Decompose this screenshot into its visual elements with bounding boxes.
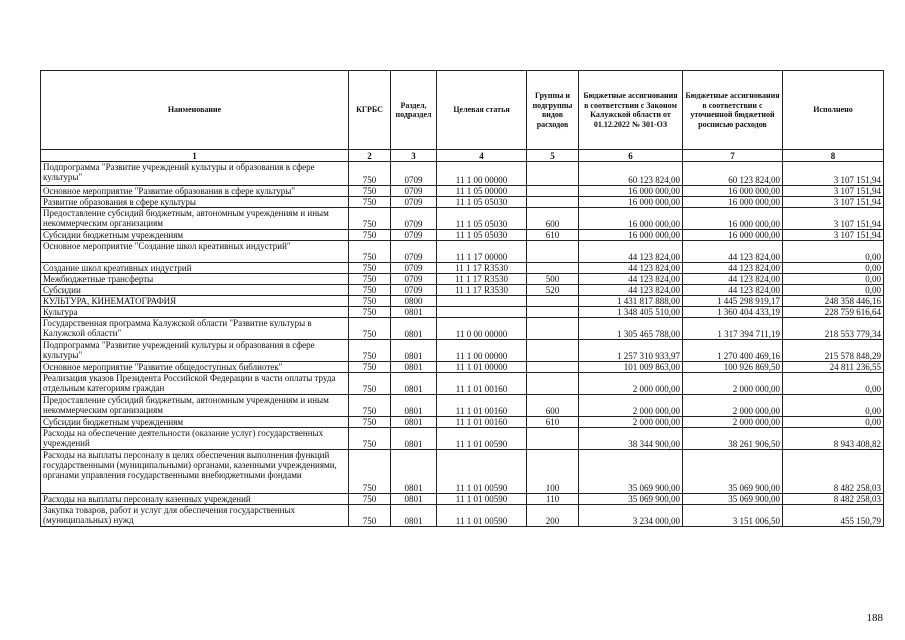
table-row [41, 450, 884, 494]
row-kgrbs: 750 [349, 373, 391, 395]
row-name: Субсидии бюджетным учреждениям [41, 417, 349, 428]
row-executed: 248 358 446,16 [783, 296, 884, 307]
row-executed: 0,00 [783, 241, 884, 263]
row-law-allocation: 38 344 900,00 [579, 428, 683, 450]
row-law-allocation: 101 009 863,00 [579, 362, 683, 373]
row-section: 0709 [391, 274, 437, 285]
row-law-allocation: 16 000 000,00 [579, 230, 683, 241]
row-name: Подпрограмма "Развитие учреждений культуры и образования в сфере культуры" [41, 162, 349, 186]
table-row [41, 373, 884, 395]
row-kgrbs: 750 [349, 318, 391, 340]
row-expense-group [527, 362, 579, 373]
table-row [41, 230, 884, 241]
row-refined-allocation: 16 000 000,00 [683, 208, 783, 230]
row-kgrbs: 750 [349, 162, 391, 186]
row-name: Межбюджетные трансферты [41, 274, 349, 285]
row-section: 0709 [391, 186, 437, 197]
row-name: Расходы на выплаты персоналу в целях обеспечения выполнения функций государственными (муниципальными) органами, казенными учреждениями, органами управления государственными внебюджетными фондами [41, 450, 349, 494]
row-refined-allocation: 100 926 869,50 [683, 362, 783, 373]
row-target-article: 11 1 01 00000 [437, 362, 527, 373]
row-target-article: 11 1 01 00590 [437, 428, 527, 450]
row-target-article: 11 1 01 00160 [437, 417, 527, 428]
row-section: 0801 [391, 362, 437, 373]
row-name: Основное мероприятие "Развитие образования в сфере культуры" [41, 186, 349, 197]
header-section: Раздел, подраздел [391, 71, 437, 150]
row-target-article: 11 1 00 00000 [437, 340, 527, 362]
row-kgrbs: 750 [349, 285, 391, 296]
row-section: 0801 [391, 494, 437, 505]
row-name: Субсидии бюджетным учреждениям [41, 230, 349, 241]
table-row [41, 494, 884, 505]
row-refined-allocation: 2 000 000,00 [683, 417, 783, 428]
row-target-article: 11 1 01 00590 [437, 494, 527, 505]
row-kgrbs: 750 [349, 494, 391, 505]
row-target-article: 11 1 05 05030 [437, 230, 527, 241]
header-law-allocation: Бюджетные ассигнования в соответствии с Законом Калужской области от 01.12.2022 № 301-ОЗ [579, 71, 683, 150]
row-target-article: 11 1 01 00590 [437, 505, 527, 527]
row-executed: 3 107 151,94 [783, 197, 884, 208]
row-executed: 3 107 151,94 [783, 186, 884, 197]
row-refined-allocation: 44 123 824,00 [683, 263, 783, 274]
row-expense-group [527, 263, 579, 274]
row-name: Закупка товаров, работ и услуг для обеспечения государственных (муниципальных) нужд [41, 505, 349, 527]
row-executed: 0,00 [783, 417, 884, 428]
row-law-allocation: 1 257 310 933,97 [579, 340, 683, 362]
row-target-article [437, 307, 527, 318]
row-expense-group [527, 241, 579, 263]
row-kgrbs: 750 [349, 395, 391, 417]
row-section: 0801 [391, 505, 437, 527]
table-row [41, 263, 884, 274]
header-target: Целевая статья [437, 71, 527, 150]
row-law-allocation: 44 123 824,00 [579, 285, 683, 296]
row-section: 0801 [391, 340, 437, 362]
row-executed: 0,00 [783, 274, 884, 285]
column-number: 1 [41, 150, 349, 162]
row-refined-allocation: 1 360 404 433,19 [683, 307, 783, 318]
row-target-article: 11 1 17 00000 [437, 241, 527, 263]
column-number: 4 [437, 150, 527, 162]
row-expense-group: 110 [527, 494, 579, 505]
table-row [41, 362, 884, 373]
row-refined-allocation: 44 123 824,00 [683, 274, 783, 285]
row-name: Культура [41, 307, 349, 318]
row-refined-allocation: 38 261 906,50 [683, 428, 783, 450]
row-refined-allocation: 3 151 006,50 [683, 505, 783, 527]
row-target-article: 11 1 05 05030 [437, 208, 527, 230]
row-kgrbs: 750 [349, 263, 391, 274]
row-target-article: 11 1 17 R3530 [437, 285, 527, 296]
row-section: 0800 [391, 296, 437, 307]
row-executed: 3 107 151,94 [783, 162, 884, 186]
row-kgrbs: 750 [349, 450, 391, 494]
row-law-allocation: 16 000 000,00 [579, 197, 683, 208]
row-section: 0709 [391, 285, 437, 296]
row-expense-group: 610 [527, 417, 579, 428]
row-expense-group [527, 186, 579, 197]
row-refined-allocation: 44 123 824,00 [683, 285, 783, 296]
row-executed: 218 553 779,34 [783, 318, 884, 340]
row-section: 0709 [391, 208, 437, 230]
row-kgrbs: 750 [349, 197, 391, 208]
row-section: 0801 [391, 417, 437, 428]
row-executed: 0,00 [783, 373, 884, 395]
row-section: 0709 [391, 241, 437, 263]
row-target-article: 11 1 17 R3530 [437, 263, 527, 274]
row-expense-group [527, 373, 579, 395]
table-row [41, 197, 884, 208]
row-kgrbs: 750 [349, 241, 391, 263]
row-target-article: 11 1 01 00160 [437, 373, 527, 395]
row-refined-allocation: 1 270 400 469,16 [683, 340, 783, 362]
column-number: 3 [391, 150, 437, 162]
row-kgrbs: 750 [349, 296, 391, 307]
row-section: 0801 [391, 307, 437, 318]
row-law-allocation: 16 000 000,00 [579, 208, 683, 230]
row-name: КУЛЬТУРА, КИНЕМАТОГРАФИЯ [41, 296, 349, 307]
row-section: 0801 [391, 373, 437, 395]
row-refined-allocation: 60 123 824,00 [683, 162, 783, 186]
row-expense-group [527, 307, 579, 318]
row-name: Основное мероприятие "Развитие общедоступных библиотек" [41, 362, 349, 373]
row-expense-group: 610 [527, 230, 579, 241]
row-executed: 3 107 151,94 [783, 230, 884, 241]
row-expense-group: 500 [527, 274, 579, 285]
row-section: 0801 [391, 318, 437, 340]
row-kgrbs: 750 [349, 274, 391, 285]
row-kgrbs: 750 [349, 428, 391, 450]
row-executed: 455 150,79 [783, 505, 884, 527]
table-row [41, 208, 884, 230]
row-refined-allocation: 35 069 900,00 [683, 494, 783, 505]
row-kgrbs: 750 [349, 208, 391, 230]
row-name: Подпрограмма "Развитие учреждений культуры и образования в сфере культуры" [41, 340, 349, 362]
column-number-row [41, 150, 884, 162]
row-refined-allocation: 16 000 000,00 [683, 186, 783, 197]
row-executed: 0,00 [783, 285, 884, 296]
column-number: 2 [349, 150, 391, 162]
row-name: Создание школ креативных индустрий [41, 263, 349, 274]
row-law-allocation: 16 000 000,00 [579, 186, 683, 197]
row-kgrbs: 750 [349, 230, 391, 241]
row-expense-group: 100 [527, 450, 579, 494]
header-kgrbs: КГРБС [349, 71, 391, 150]
row-executed: 3 107 151,94 [783, 208, 884, 230]
row-expense-group [527, 197, 579, 208]
table-row [41, 274, 884, 285]
row-name: Расходы на выплаты персоналу казенных учреждений [41, 494, 349, 505]
row-executed: 8 482 258,03 [783, 494, 884, 505]
row-target-article: 11 1 01 00590 [437, 450, 527, 494]
row-target-article: 11 1 05 00000 [437, 186, 527, 197]
table-row [41, 186, 884, 197]
row-target-article [437, 296, 527, 307]
row-name: Субсидии [41, 285, 349, 296]
row-section: 0801 [391, 428, 437, 450]
row-refined-allocation: 2 000 000,00 [683, 395, 783, 417]
row-kgrbs: 750 [349, 417, 391, 428]
table-row [41, 505, 884, 527]
row-name: Расходы на обеспечение деятельности (оказание услуг) государственных учреждений [41, 428, 349, 450]
row-expense-group: 200 [527, 505, 579, 527]
row-expense-group [527, 318, 579, 340]
table-row [41, 307, 884, 318]
column-number: 8 [783, 150, 884, 162]
row-refined-allocation: 1 445 298 919,17 [683, 296, 783, 307]
row-refined-allocation: 16 000 000,00 [683, 197, 783, 208]
column-number: 7 [683, 150, 783, 162]
table-row [41, 417, 884, 428]
row-name: Основное мероприятие "Создание школ креативных индустрий" [41, 241, 349, 263]
row-executed: 8 482 258,03 [783, 450, 884, 494]
row-expense-group [527, 340, 579, 362]
row-kgrbs: 750 [349, 362, 391, 373]
page-number: 188 [866, 612, 883, 624]
table-row [41, 340, 884, 362]
table-row [41, 162, 884, 186]
row-law-allocation: 2 000 000,00 [579, 395, 683, 417]
row-name: Развитие образования в сфере культуры [41, 197, 349, 208]
row-executed: 8 943 408,82 [783, 428, 884, 450]
row-kgrbs: 750 [349, 505, 391, 527]
row-section: 0709 [391, 162, 437, 186]
row-law-allocation: 44 123 824,00 [579, 263, 683, 274]
row-executed: 215 578 848,29 [783, 340, 884, 362]
row-expense-group: 600 [527, 395, 579, 417]
row-name: Предоставление субсидий бюджетным, автономным учреждениям и иным некоммерческим организациям [41, 395, 349, 417]
row-refined-allocation: 2 000 000,00 [683, 373, 783, 395]
row-section: 0709 [391, 197, 437, 208]
budget-table [40, 70, 884, 527]
table-row [41, 241, 884, 263]
row-refined-allocation: 1 317 394 711,19 [683, 318, 783, 340]
row-target-article: 11 0 00 00000 [437, 318, 527, 340]
table-row [41, 428, 884, 450]
row-section: 0801 [391, 450, 437, 494]
row-refined-allocation: 16 000 000,00 [683, 230, 783, 241]
row-section: 0709 [391, 263, 437, 274]
row-section: 0801 [391, 395, 437, 417]
row-target-article: 11 1 00 00000 [437, 162, 527, 186]
table-row [41, 296, 884, 307]
column-number: 5 [527, 150, 579, 162]
row-law-allocation: 2 000 000,00 [579, 373, 683, 395]
header-row [41, 71, 884, 150]
row-refined-allocation: 35 069 900,00 [683, 450, 783, 494]
row-law-allocation: 1 348 405 510,00 [579, 307, 683, 318]
row-expense-group [527, 162, 579, 186]
row-law-allocation: 60 123 824,00 [579, 162, 683, 186]
row-target-article: 11 1 05 05030 [437, 197, 527, 208]
row-law-allocation: 2 000 000,00 [579, 417, 683, 428]
row-expense-group: 520 [527, 285, 579, 296]
row-law-allocation: 1 431 817 888,00 [579, 296, 683, 307]
row-name: Предоставление субсидий бюджетным, автономным учреждениям и иным некоммерческим организациям [41, 208, 349, 230]
table-row [41, 285, 884, 296]
row-kgrbs: 750 [349, 340, 391, 362]
row-law-allocation: 1 305 465 788,00 [579, 318, 683, 340]
row-kgrbs: 750 [349, 186, 391, 197]
row-target-article: 11 1 17 R3530 [437, 274, 527, 285]
row-law-allocation: 44 123 824,00 [579, 274, 683, 285]
table-row [41, 318, 884, 340]
row-law-allocation: 44 123 824,00 [579, 241, 683, 263]
table-row [41, 395, 884, 417]
row-law-allocation: 35 069 900,00 [579, 494, 683, 505]
column-number: 6 [579, 150, 683, 162]
row-kgrbs: 750 [349, 307, 391, 318]
row-name: Государственная программа Калужской области "Развитие культуры в Калужской области" [41, 318, 349, 340]
row-expense-group [527, 296, 579, 307]
row-target-article: 11 1 01 00160 [437, 395, 527, 417]
row-executed: 0,00 [783, 263, 884, 274]
header-executed: Исполнено [783, 71, 884, 150]
header-group: Группы и подгруппы видов расходов [527, 71, 579, 150]
row-expense-group: 600 [527, 208, 579, 230]
row-section: 0709 [391, 230, 437, 241]
row-executed: 228 759 616,64 [783, 307, 884, 318]
row-law-allocation: 35 069 900,00 [579, 450, 683, 494]
header-name: Наименование [41, 71, 349, 150]
row-name: Реализация указов Президента Российской Федерации в части оплаты труда отдельным категориям граждан [41, 373, 349, 395]
row-refined-allocation: 44 123 824,00 [683, 241, 783, 263]
row-executed: 24 811 236,55 [783, 362, 884, 373]
row-law-allocation: 3 234 000,00 [579, 505, 683, 527]
row-executed: 0,00 [783, 395, 884, 417]
header-refined-allocation: Бюджетные ассигнования в соответствии с уточненной бюджетной росписью расходов [683, 71, 783, 150]
row-expense-group [527, 428, 579, 450]
